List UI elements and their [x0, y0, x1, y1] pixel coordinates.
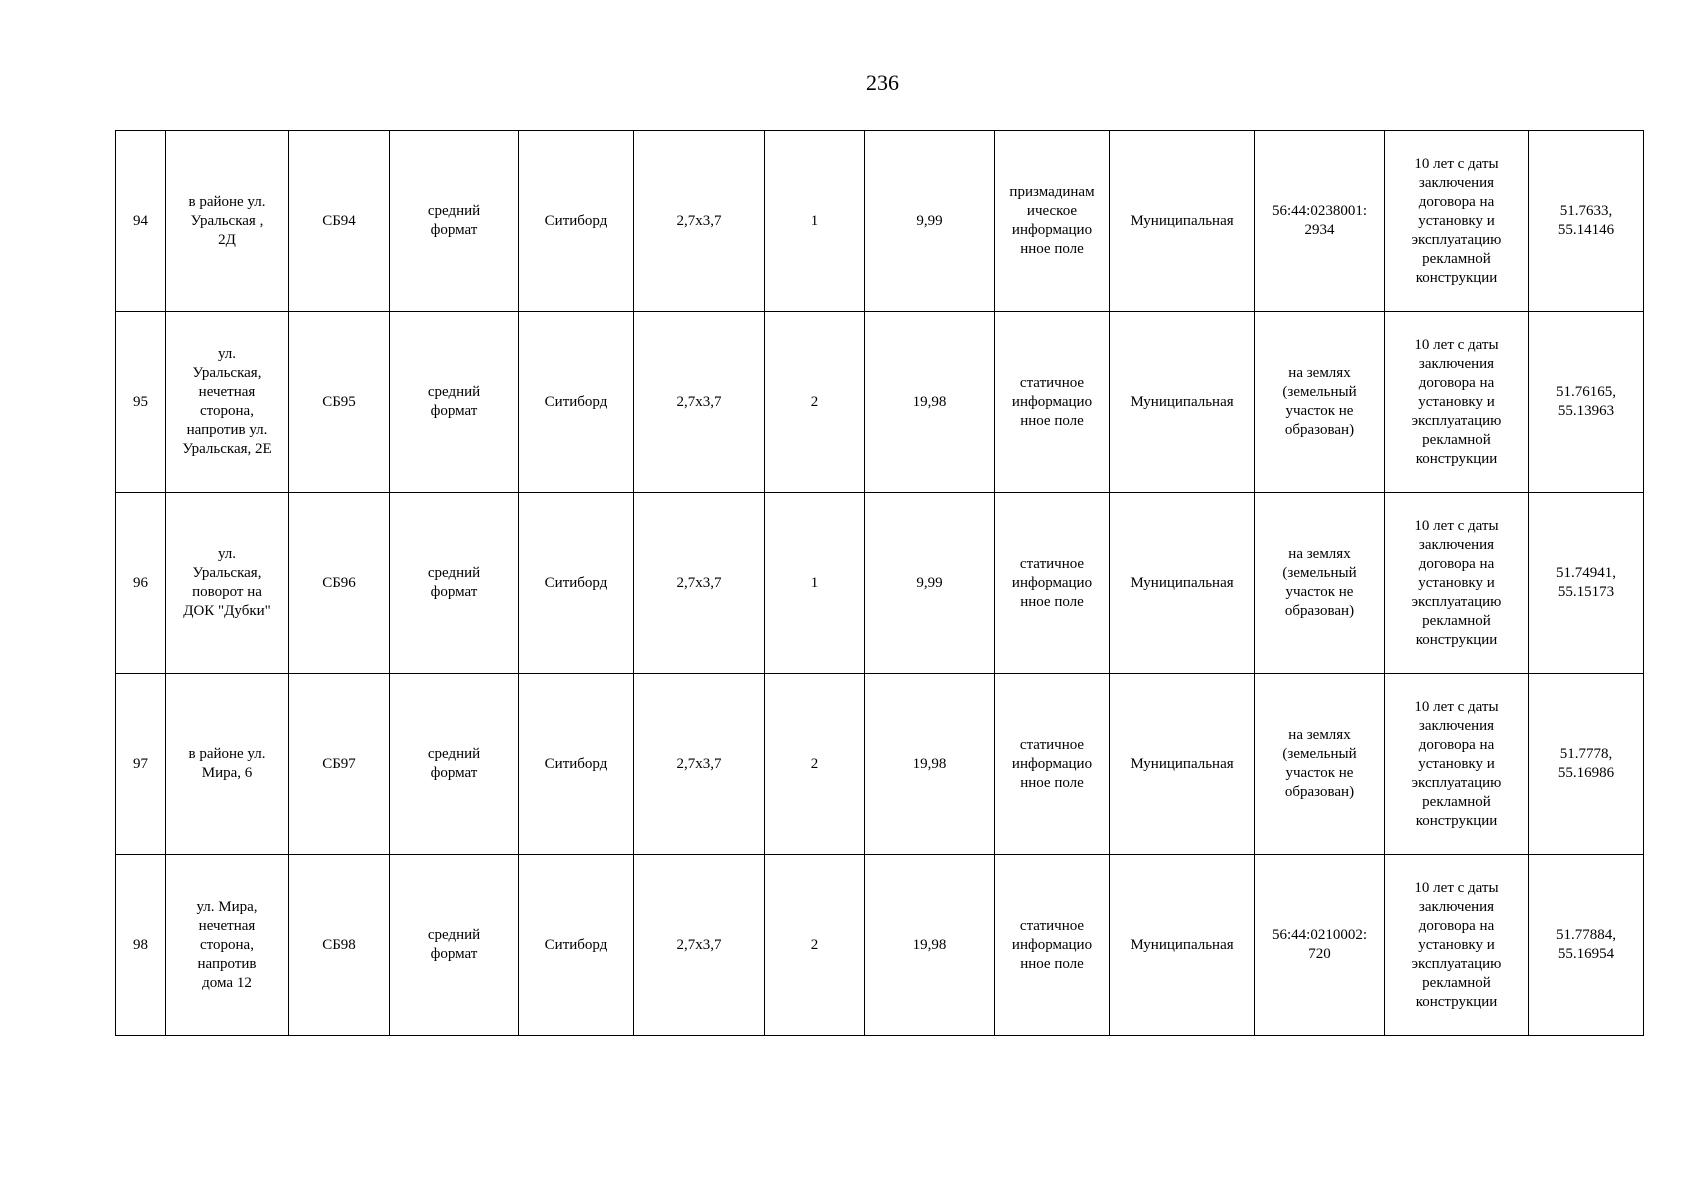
- info-field-cell-line: статичное: [1019, 374, 1085, 391]
- table-row: [116, 493, 1644, 674]
- ownership-cell: Муниципальная: [1110, 855, 1255, 1036]
- term-cell: [1385, 674, 1529, 855]
- info-field-cell: [995, 312, 1110, 493]
- ownership-cell: Муниципальная: [1110, 493, 1255, 674]
- size-cell: 2,7x3,7: [634, 131, 765, 312]
- ownership-cell: Муниципальная: [1110, 312, 1255, 493]
- area-cell: 9,99: [865, 493, 995, 674]
- term-cell-line: заключения: [1418, 536, 1495, 553]
- format-cell: [390, 493, 519, 674]
- cadastral-number-cell-line: на землях: [1288, 727, 1351, 743]
- ownership-cell: Муниципальная: [1110, 131, 1255, 312]
- cadastral-number-cell-line: образован): [1284, 422, 1355, 438]
- location-cell-line: в районе ул.: [188, 193, 266, 210]
- term-cell: [1385, 312, 1529, 493]
- size-cell: 2,7x3,7: [634, 493, 765, 674]
- term-cell-line: эксплуатацию: [1411, 412, 1502, 429]
- info-field-cell: [995, 131, 1110, 312]
- structure-code-cell: СБ97: [289, 674, 390, 855]
- location-cell-line: 2Д: [218, 231, 236, 248]
- format-cell-line: средний: [427, 565, 481, 581]
- term-cell-line: конструкции: [1415, 812, 1498, 829]
- term-cell-line: 10 лет с даты: [1414, 155, 1499, 172]
- term-cell-line: установку и: [1418, 936, 1495, 953]
- cadastral-number-cell-line: (земельный: [1282, 565, 1357, 581]
- coordinates-cell-line: 55.16986: [1557, 765, 1615, 781]
- coordinates-cell: [1529, 674, 1644, 855]
- row-number-cell: 94: [116, 131, 166, 312]
- term-cell-line: эксплуатацию: [1411, 593, 1502, 610]
- info-field-cell-line: нное поле: [1020, 774, 1084, 791]
- cadastral-number-cell-line: образован): [1284, 784, 1355, 800]
- location-cell-line: ДОК "Дубки": [183, 603, 271, 619]
- structure-type-cell: Ситиборд: [519, 855, 634, 1036]
- term-cell-line: установку и: [1418, 393, 1495, 410]
- sides-count-cell: 1: [765, 131, 865, 312]
- cadastral-number-cell-line: на землях: [1288, 365, 1351, 381]
- table-body: [116, 131, 1644, 1036]
- coordinates-cell: [1529, 493, 1644, 674]
- table-row: [116, 855, 1644, 1036]
- format-cell-line: формат: [430, 584, 478, 600]
- size-cell: 2,7x3,7: [634, 674, 765, 855]
- row-number-cell: 95: [116, 312, 166, 493]
- page-number: 236: [866, 70, 899, 95]
- coordinates-cell-line: 51.7633,: [1559, 203, 1613, 219]
- info-field-cell-line: информацио: [1011, 936, 1093, 953]
- cadastral-number-cell-line: (земельный: [1282, 746, 1357, 762]
- cadastral-number-cell-line: участок не: [1285, 403, 1354, 419]
- term-cell-line: рекламной: [1422, 431, 1491, 448]
- term-cell-line: конструкции: [1415, 269, 1498, 286]
- coordinates-cell-line: 55.15173: [1557, 584, 1615, 600]
- location-cell: [166, 674, 289, 855]
- term-cell-line: конструкции: [1415, 450, 1498, 467]
- structure-type-cell: Ситиборд: [519, 312, 634, 493]
- area-cell: 9,99: [865, 131, 995, 312]
- sides-count-cell: 2: [765, 312, 865, 493]
- info-field-cell-line: статичное: [1019, 736, 1085, 753]
- cadastral-number-cell-line: 720: [1308, 946, 1331, 962]
- info-field-cell: [995, 493, 1110, 674]
- term-cell: [1385, 131, 1529, 312]
- term-cell-line: рекламной: [1422, 250, 1491, 267]
- term-cell-line: договора на: [1418, 917, 1495, 934]
- info-field-cell-line: информацио: [1011, 755, 1093, 772]
- structure-type-cell: Ситиборд: [519, 493, 634, 674]
- coordinates-cell-line: 51.76165,: [1556, 384, 1616, 400]
- info-field-cell-line: статичное: [1019, 555, 1085, 572]
- coordinates-cell-line: 51.7778,: [1559, 746, 1613, 762]
- location-cell-line: ул. Мира,: [196, 898, 258, 915]
- location-cell-line: Мира, 6: [201, 765, 253, 781]
- info-field-cell-line: нное поле: [1020, 412, 1084, 429]
- location-cell-line: Уральская,: [192, 365, 262, 381]
- size-cell: 2,7x3,7: [634, 855, 765, 1036]
- ownership-cell: Муниципальная: [1110, 674, 1255, 855]
- cadastral-number-cell: [1255, 131, 1385, 312]
- cadastral-number-cell-line: участок не: [1285, 584, 1354, 600]
- location-cell-line: Уральская, 2Е: [182, 441, 272, 457]
- sides-count-cell: 2: [765, 855, 865, 1036]
- row-number-cell: 97: [116, 674, 166, 855]
- info-field-cell-line: нное поле: [1020, 241, 1084, 257]
- term-cell-line: конструкции: [1415, 631, 1498, 648]
- cadastral-number-cell-line: участок не: [1285, 765, 1354, 781]
- term-cell-line: заключения: [1418, 174, 1495, 191]
- info-field-cell-line: информацио: [1011, 393, 1093, 410]
- info-field-cell-line: информацио: [1011, 222, 1093, 238]
- coordinates-cell: [1529, 312, 1644, 493]
- term-cell-line: рекламной: [1422, 974, 1491, 991]
- term-cell-line: 10 лет с даты: [1414, 336, 1499, 353]
- cadastral-number-cell-line: образован): [1284, 603, 1355, 619]
- row-number-cell: 96: [116, 493, 166, 674]
- location-cell: [166, 131, 289, 312]
- term-cell-line: установку и: [1418, 212, 1495, 229]
- format-cell-line: средний: [427, 927, 481, 943]
- term-cell-line: 10 лет с даты: [1414, 879, 1499, 896]
- term-cell-line: эксплуатацию: [1411, 774, 1502, 791]
- info-field-cell-line: статичное: [1019, 917, 1085, 934]
- term-cell-line: договора на: [1418, 374, 1495, 391]
- location-cell-line: дома 12: [202, 974, 252, 991]
- structure-code-cell: СБ98: [289, 855, 390, 1036]
- format-cell: [390, 674, 519, 855]
- cadastral-number-cell: [1255, 312, 1385, 493]
- location-cell-line: напротив: [197, 955, 257, 972]
- coordinates-cell-line: 51.74941,: [1556, 565, 1616, 581]
- location-cell-line: поворот на: [192, 584, 262, 600]
- location-cell: [166, 493, 289, 674]
- structure-code-cell: СБ94: [289, 131, 390, 312]
- term-cell-line: эксплуатацию: [1411, 231, 1502, 248]
- advertising-structures-table: [115, 130, 1644, 1036]
- term-cell-line: рекламной: [1422, 793, 1491, 810]
- coordinates-cell-line: 51.77884,: [1556, 927, 1616, 943]
- coordinates-cell-line: 55.13963: [1557, 403, 1615, 419]
- term-cell-line: договора на: [1418, 193, 1495, 210]
- info-field-cell: [995, 674, 1110, 855]
- location-cell-line: ул.: [217, 546, 237, 562]
- coordinates-cell: [1529, 855, 1644, 1036]
- location-cell: [166, 312, 289, 493]
- location-cell-line: сторона,: [200, 936, 254, 953]
- structure-type-cell: Ситиборд: [519, 131, 634, 312]
- coordinates-cell-line: 55.14146: [1557, 222, 1615, 238]
- table-row: [116, 131, 1644, 312]
- location-cell-line: напротив ул.: [186, 422, 268, 438]
- cadastral-number-cell-line: 56:44:0210002:: [1271, 927, 1367, 943]
- location-cell-line: нечетная: [198, 384, 256, 400]
- term-cell-line: договора на: [1418, 555, 1495, 572]
- info-field-cell-line: призмадинам: [1009, 184, 1095, 200]
- cadastral-number-cell: [1255, 674, 1385, 855]
- sides-count-cell: 2: [765, 674, 865, 855]
- area-cell: 19,98: [865, 312, 995, 493]
- term-cell-line: заключения: [1418, 898, 1495, 915]
- format-cell-line: средний: [427, 746, 481, 762]
- term-cell: [1385, 855, 1529, 1036]
- cadastral-number-cell-line: (земельный: [1282, 384, 1357, 400]
- format-cell-line: формат: [430, 946, 478, 962]
- term-cell-line: конструкции: [1415, 993, 1498, 1010]
- location-cell-line: в районе ул.: [188, 746, 266, 762]
- term-cell-line: заключения: [1418, 355, 1495, 372]
- info-field-cell-line: ическое: [1026, 203, 1078, 219]
- term-cell-line: заключения: [1418, 717, 1495, 734]
- format-cell-line: средний: [427, 384, 481, 400]
- area-cell: 19,98: [865, 855, 995, 1036]
- coordinates-cell: [1529, 131, 1644, 312]
- cadastral-number-cell: [1255, 493, 1385, 674]
- term-cell-line: 10 лет с даты: [1414, 517, 1499, 534]
- term-cell-line: договора на: [1418, 736, 1495, 753]
- structure-code-cell: СБ96: [289, 493, 390, 674]
- format-cell: [390, 131, 519, 312]
- format-cell-line: средний: [427, 203, 481, 219]
- cadastral-number-cell-line: на землях: [1288, 546, 1351, 562]
- cadastral-number-cell-line: 2934: [1304, 222, 1335, 238]
- term-cell-line: эксплуатацию: [1411, 955, 1502, 972]
- term-cell-line: 10 лет с даты: [1414, 698, 1499, 715]
- location-cell-line: сторона,: [200, 403, 254, 419]
- location-cell: [166, 855, 289, 1036]
- term-cell-line: установку и: [1418, 755, 1495, 772]
- term-cell-line: рекламной: [1422, 612, 1491, 629]
- table-row: [116, 674, 1644, 855]
- term-cell-line: установку и: [1418, 574, 1495, 591]
- size-cell: 2,7x3,7: [634, 312, 765, 493]
- sides-count-cell: 1: [765, 493, 865, 674]
- table-row: [116, 312, 1644, 493]
- cadastral-number-cell-line: 56:44:0238001:: [1271, 203, 1367, 219]
- cadastral-number-cell: [1255, 855, 1385, 1036]
- format-cell-line: формат: [430, 765, 478, 781]
- format-cell: [390, 855, 519, 1036]
- row-number-cell: 98: [116, 855, 166, 1036]
- area-cell: 19,98: [865, 674, 995, 855]
- location-cell-line: нечетная: [198, 917, 256, 934]
- coordinates-cell-line: 55.16954: [1557, 946, 1615, 962]
- info-field-cell-line: информацио: [1011, 574, 1093, 591]
- location-cell-line: ул.: [217, 346, 237, 362]
- format-cell-line: формат: [430, 222, 478, 238]
- format-cell-line: формат: [430, 403, 478, 419]
- structure-code-cell: СБ95: [289, 312, 390, 493]
- location-cell-line: Уральская ,: [190, 212, 264, 229]
- info-field-cell: [995, 855, 1110, 1036]
- term-cell: [1385, 493, 1529, 674]
- location-cell-line: Уральская,: [192, 565, 262, 581]
- structure-type-cell: Ситиборд: [519, 674, 634, 855]
- info-field-cell-line: нное поле: [1020, 955, 1084, 972]
- info-field-cell-line: нное поле: [1020, 593, 1084, 610]
- format-cell: [390, 312, 519, 493]
